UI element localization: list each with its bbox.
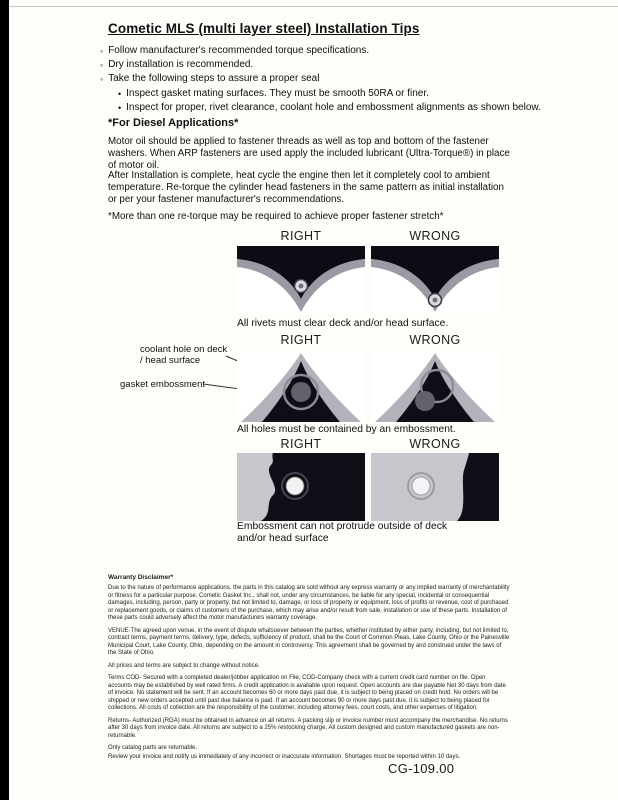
tip-text: Take the following steps to assure a proper seal	[108, 73, 320, 85]
warranty-paragraph: Only catalog parts are returnable.	[108, 745, 198, 751]
row2-caption: All holes must be contained by an embossment.	[237, 424, 456, 435]
page-left-black-bar	[0, 0, 9, 800]
tip-sub-text: Inspect for proper, rivet clearance, coolant hole and embossment alignments as shown below.	[126, 101, 541, 113]
page-title: Cometic MLS (multi layer steel) Installation Tips	[108, 21, 420, 36]
protrusion-right-illustration	[237, 453, 365, 521]
page-top-rule	[9, 6, 618, 7]
row2-right-label: RIGHT	[280, 333, 322, 347]
warranty-paragraph: Returns- Authorized (RGA) must be obtained in advance on all returns. A packing slip or invoice number must accompany the merchandise. No returns after 30 days from invoice date. All returns are subject to a 25% restocking charge. All custom designed and custom manufactured gaskets are non-returnable.	[108, 717, 508, 739]
row3-wrong-label: WRONG	[409, 437, 461, 451]
row3-caption: Embossment can not protrude outside of deck and/or head surface	[237, 521, 448, 545]
tip-item	[100, 73, 541, 85]
tip-item	[100, 59, 541, 71]
tip-text: Dry installation is recommended.	[108, 59, 254, 71]
warranty-disclaimer-section	[108, 574, 510, 762]
warranty-paragraph: Terms COD- Secured with a completed dealer/jobber application on File, COD-Company check with a current credit card number on file. Open accounts may be established by well rated firms. A credit application is available upon request. Open accounts are due payable Net 30 days from date of invoice. No statement will be sent. If an account becomes 60 or more days past due, it is subject to being placed on credit hold. No orders will be shipped or new orders accepted until past due balance is paid. If an account becomes 90 or more days past due, it is subject to being placed for collections. All costs of collection are the responsibility of the customer, including attorney fees, court costs, and other expenses of litigation.	[108, 675, 506, 711]
page-number-code: CG-109.00	[388, 761, 455, 776]
tip-sub-text: Inspect gasket mating surfaces. They must be smooth 50RA or finer.	[126, 87, 429, 99]
tip-sub-item	[118, 102, 541, 114]
warranty-heading: Warranty Disclaimer*	[108, 574, 174, 581]
diesel-paragraph-retorque: After Installation is complete, heat cycle the engine then let it completely cool to ambient temperature. Re-torque the cylinder head fasteners in the same pattern as initial installation or per your fastener manufacturer's recommendations.	[108, 170, 504, 205]
diesel-paragraph-oil: Motor oil should be applied to fastener threads as well as top and bottom of the fastener washers. When ARP fasteners are used apply the included lubricant (Ultra-Torque®) in place of motor oil.	[108, 136, 510, 171]
row1-wrong-label: WRONG	[409, 229, 461, 243]
open-bullet-icon: ◦	[100, 46, 104, 56]
diagram-protrude-wrong	[371, 453, 499, 521]
warranty-paragraph: Review your invoice and notify us immediately of any incorrect or inaccurate information. Shortages must be reported within 10 days.	[108, 753, 461, 760]
row3-right-label: RIGHT	[280, 437, 322, 451]
rivet-clear-right-illustration	[237, 246, 365, 314]
coolant-hole-label: coolant hole on deck / head surface	[140, 344, 228, 367]
open-bullet-icon: ◦	[100, 74, 104, 85]
filled-bullet-icon: •	[118, 102, 122, 113]
warranty-paragraph: Due to the nature of performance applications, the parts in this catalog are sold without any express warranty or any implied warranty of merchantability or fitness for a particular purpose. Cometic Gasket Inc., shall not, under any circumstances, be liable for any special, incidental or consequential damages, including, person, party or property, but not limited to, damage, or loss of property or equipment, loss of profits or revenue, cost of purchased or replacement goods, or claims of customers of the purchase, which may arise and/or result from sale, installation or use of these parts. Installation of these parts could adversely affect the motor manufacturers warranty coverage.	[108, 585, 510, 621]
rivet-clear-wrong-illustration	[371, 246, 499, 314]
hole-contained-wrong-illustration	[371, 350, 499, 422]
diagram-rivet-wrong	[371, 246, 499, 314]
diagram-rivet-right	[237, 246, 365, 314]
diagram-embossment-right	[237, 350, 365, 422]
row2-wrong-label: WRONG	[409, 333, 461, 347]
warranty-paragraph: VENUE-The agreed upon venue, in the event of dispute whatsoever between the parties, whether instituted by either party, including, but not limited to, contract terms, payment terms, delivery, type, defects, sufficiency of product, shall be the Court of Common Pleas, Lake County, Ohio or the Painesville Municipal Court, Lake County, Ohio, depending on the amount in controversy. This agreement shall be governed by and construed under the laws of the State of Ohio.	[108, 627, 510, 656]
installation-tips-list	[100, 45, 541, 116]
row1-right-label: RIGHT	[280, 229, 322, 243]
retorque-note: *More than one re-torque may be required to achieve proper fastener stretch*	[108, 211, 444, 222]
tip-sub-item	[118, 88, 541, 100]
filled-bullet-icon: •	[118, 88, 122, 99]
diesel-applications-heading: *For Diesel Applications*	[108, 117, 239, 129]
gasket-embossment-label: gasket embossment	[120, 379, 206, 390]
tip-text: Follow manufacturer's recommended torque specifications.	[108, 45, 370, 56]
tip-item	[100, 45, 541, 57]
row1-caption: All rivets must clear deck and/or head surface.	[237, 318, 449, 329]
warranty-paragraph: All prices and terms are subject to change without notice.	[108, 662, 260, 669]
diagram-embossment-wrong	[371, 350, 499, 422]
hole-contained-right-illustration	[237, 350, 365, 422]
protrusion-wrong-illustration	[371, 453, 499, 521]
diagram-protrude-right	[237, 453, 365, 521]
open-bullet-icon: ◦	[100, 60, 104, 71]
